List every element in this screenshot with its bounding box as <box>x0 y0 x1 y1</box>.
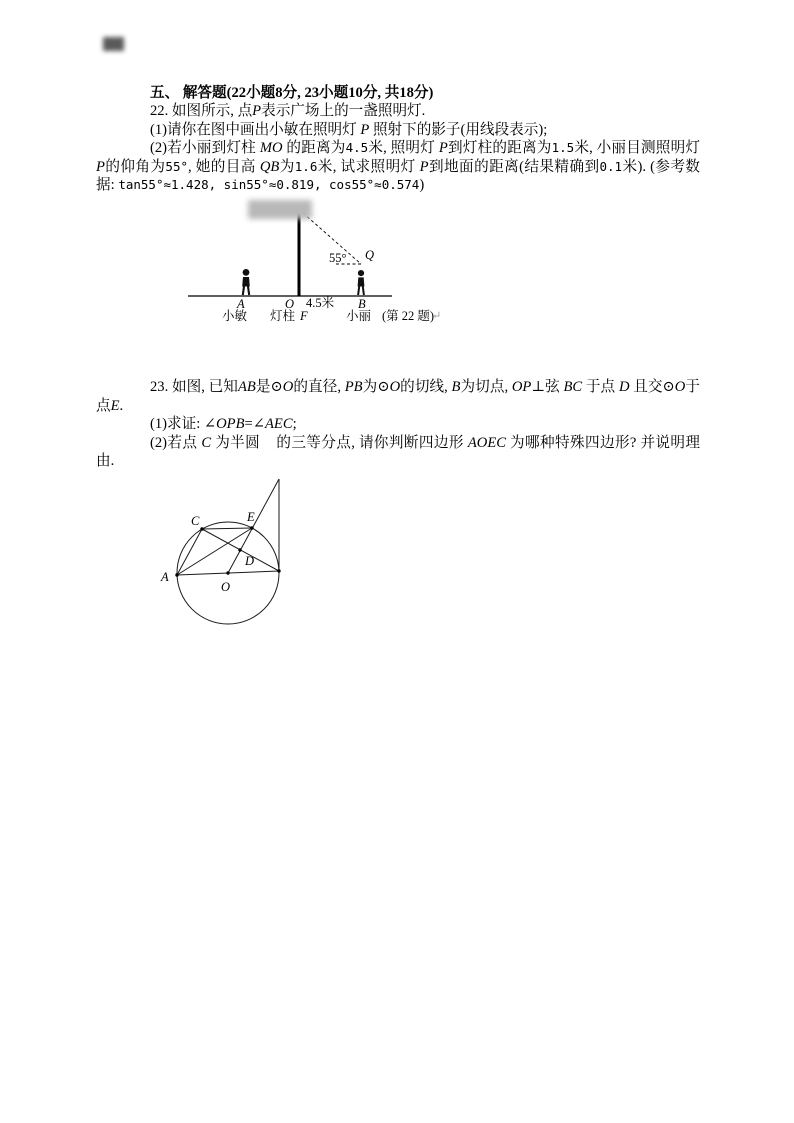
blurred-region <box>248 200 312 219</box>
point-a-label: A <box>237 297 245 312</box>
question-23-part1: (1)求证: ∠OPB=∠AEC; <box>150 416 297 433</box>
point-q-label: Q <box>365 248 375 263</box>
document-body <box>96 84 700 630</box>
figure-question-22 <box>186 198 518 326</box>
angle-label: 55° <box>329 251 347 266</box>
figure-question-23 <box>155 470 317 630</box>
person-body <box>358 278 365 287</box>
xiaomin-label: 小敏 <box>222 309 248 324</box>
question-23-stem: 23. 如图, 已知AB是⊙O的直径, PB为⊙O的切线, B为切点, OP⊥弦 BC 于点 D 且交⊙O于点E. <box>96 379 700 414</box>
point-o-label: O <box>285 297 295 312</box>
point-c-dot <box>200 528 203 531</box>
chord-ce-line <box>202 528 252 529</box>
person-xiaoli-icon <box>358 270 365 295</box>
point-e-label: E <box>247 510 255 525</box>
lamp-post-label: 灯柱 <box>270 309 296 324</box>
point-a-label: A <box>161 570 169 585</box>
chord-ac-line <box>177 529 202 575</box>
question-23-part2: (2)若点 C 为半圆 的三等分点, 请你判断四边形 AOEC 为哪种特殊四边形? 并说明理由. <box>96 434 700 470</box>
point-d-dot <box>238 549 241 552</box>
person-xiaomin-icon <box>242 269 250 295</box>
figure-caption: (第 22 题) <box>382 309 435 324</box>
question-22-part2: (2)若小丽到灯柱 MO 的距离为4.5米, 照明灯 P到灯柱的距离为1.5米, 小丽目测照明灯 P的仰角为55°, 她的目高 QB为1.6米, 试求照明灯 P到地面的距离(结果精确到0.1米). (参考数据: tan55°≈1.428, sin55°≈0.819, cos55°≈0.574) <box>96 140 700 194</box>
center-o-label: O <box>221 580 231 595</box>
point-d-label: D <box>245 554 255 569</box>
lamp-diagram <box>186 198 518 326</box>
circle-diagram <box>155 470 317 630</box>
xiaoli-label: 小丽 <box>346 309 372 324</box>
person-head <box>358 270 364 276</box>
person-body <box>242 277 250 287</box>
paragraph-return-mark: ↵ <box>432 310 442 323</box>
watermark-smudge <box>103 37 124 51</box>
person-head <box>243 269 250 276</box>
person-legs <box>358 287 364 296</box>
point-b-dot <box>277 570 280 573</box>
question-22-stem: 22. 如图所示, 点P表示广场上的一盏照明灯. <box>150 103 426 120</box>
point-b-label: B <box>358 297 366 312</box>
distance-label: 4.5米 <box>306 296 335 311</box>
person-legs <box>243 287 249 296</box>
point-e-dot <box>250 527 253 530</box>
question-22-part1: (1)请你在图中画出小敏在照明灯 P 照射下的影子(用线段表示); <box>150 121 548 138</box>
section-header: 五、 解答题(22小题8分, 23小题10分, 共18分) <box>150 85 434 101</box>
point-f-label: F <box>300 309 308 324</box>
center-o-dot <box>226 572 229 575</box>
point-c-label: C <box>191 514 200 529</box>
point-a-dot <box>175 574 178 577</box>
